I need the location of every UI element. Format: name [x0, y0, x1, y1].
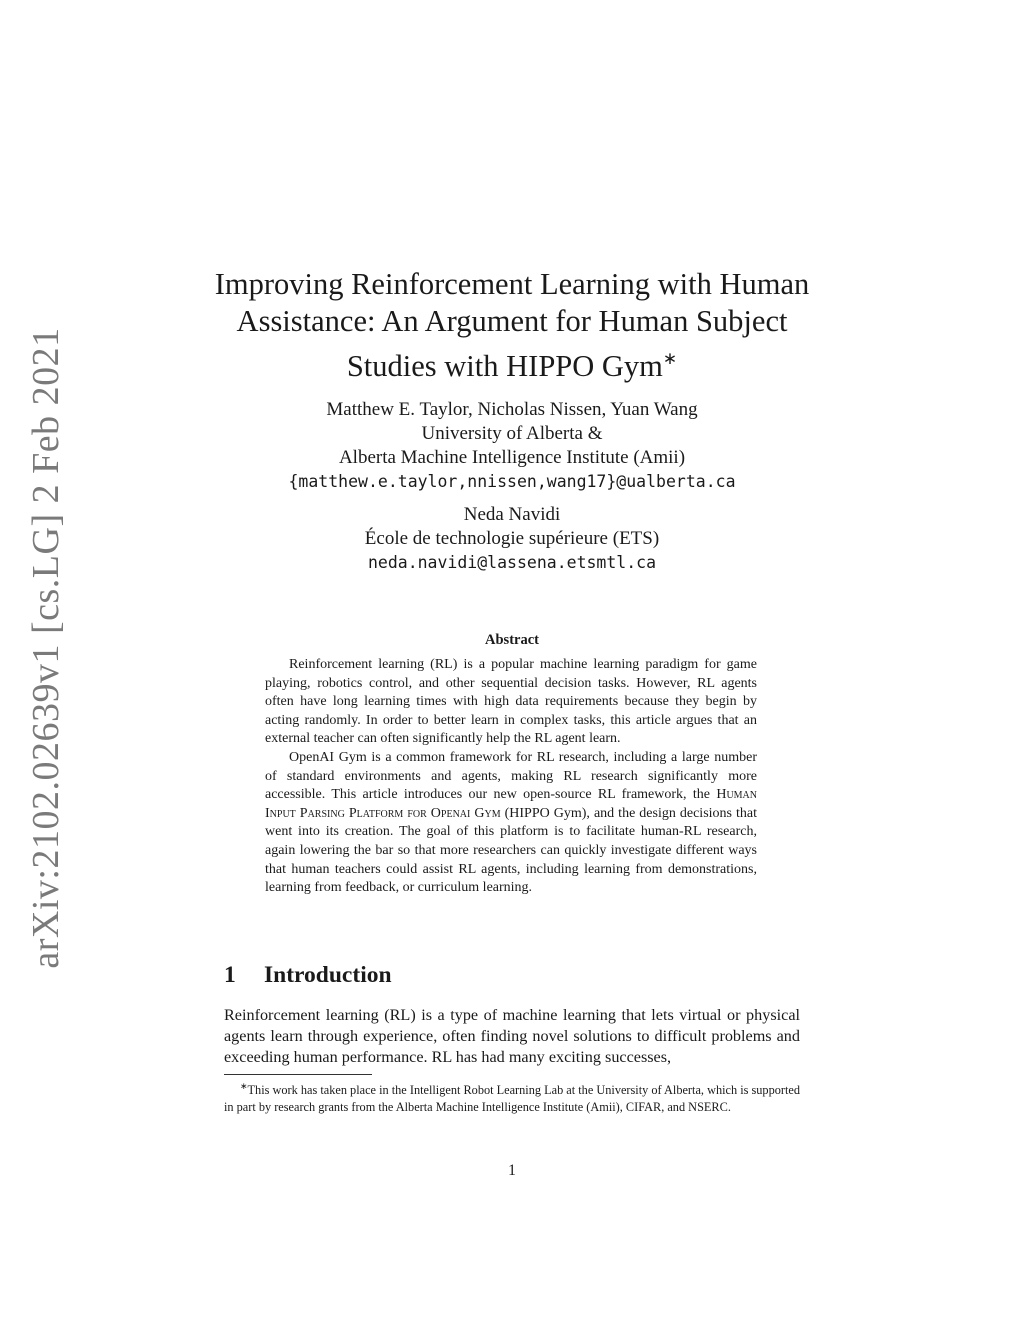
footnote-rule [224, 1074, 372, 1075]
author-affiliation-1: University of Alberta & [421, 423, 603, 444]
footnote [224, 1078, 800, 1115]
title-footnote-mark: ∗ [662, 349, 678, 368]
title-line-3-text: Studies with HIPPO Gym [346, 349, 663, 383]
abstract-p2-part-1: OpenAI Gym is a common framework for RL research, including a large number of standard environments and agents, making RL research significantly more accessible. This article introduces our new open-source RL framework, the [265, 749, 757, 803]
footnote-text: This work has taken place in the Intelligent Robot Learning Lab at the University of Alberta, which is supported in part by research grants from the Alberta Machine Intelligence Institute (Amii), CIFAR, and NSERC. [224, 1083, 800, 1114]
section-heading [224, 962, 392, 989]
author-email-1: {matthew.e.taylor,nnissen,wang17}@ualberta.ca [288, 472, 736, 491]
author-name-2: Neda Navidi [463, 504, 561, 525]
abstract-body [265, 656, 757, 898]
author-affiliation-3: École de technologie supérieure (ETS) [364, 528, 660, 549]
paper-title [200, 266, 824, 385]
title-line-1: Improving Reinforcement Learning with Human [214, 267, 810, 301]
abstract-paragraph-1: Reinforcement learning (RL) is a popular machine learning paradigm for game playing, robotics control, and other sequential decision tasks. However, RL agents often have long learning times with high data requirements because they begin by acting randomly. In order to better learn in complex tasks, this article argues that an external teacher can often significantly help the RL agent learn. [265, 657, 757, 747]
abstract-p2-part-2: (HIPPO Gym), and the design decisions that went into its creation. The goal of this platform is to facilitate human-RL research, again lowering the bar so that more researchers can quickly investigate different ways that human teachers could assist RL agents, including learning from demonstrations, learning from feedback, or curriculum learning. [265, 805, 757, 896]
title-line-3 [200, 340, 824, 385]
footnote-mark: ∗ [240, 1081, 248, 1091]
section-title: Introduction [264, 962, 392, 988]
page-number: 1 [508, 1162, 516, 1179]
abstract-p2-platform-name: Human Input Parsing Platform for Openai Gym [265, 787, 757, 821]
title-line-2: Assistance: An Argument for Human Subject [236, 304, 788, 338]
abstract-paragraph-2 [265, 749, 757, 898]
author-names: Matthew E. Taylor, Nicholas Nissen, Yuan Wang [326, 399, 698, 420]
abstract-heading: Abstract [485, 632, 539, 648]
section-number: 1 [224, 962, 236, 988]
author-affiliation-2: Alberta Machine Intelligence Institute (Amii) [338, 447, 686, 468]
introduction-paragraph: Reinforcement learning (RL) is a type of machine learning that lets virtual or physical agents learn through experience, often finding novel solutions to difficult problems and exceeding human performance. RL has had many exciting successes, [224, 1006, 800, 1067]
author-block-1 [200, 398, 824, 494]
author-block-2 [200, 503, 824, 575]
author-email-2: neda.navidi@lassena.etsmtl.ca [367, 553, 657, 572]
arxiv-stamp: arXiv:2102.02639v1 [cs.LG] 2 Feb 2021 [25, 327, 67, 969]
